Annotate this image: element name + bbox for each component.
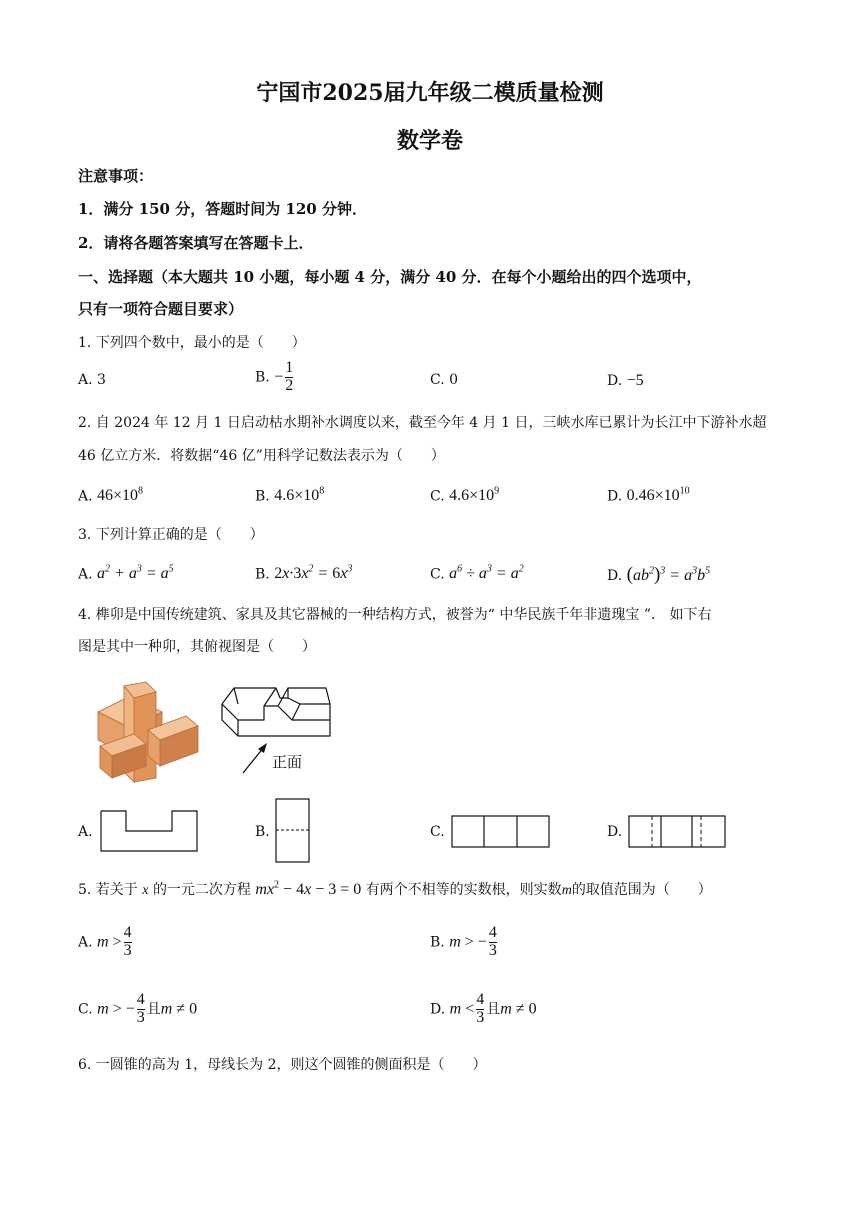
option-formula: $2x\cdot 3x^2 = 6x^3$ xyxy=(274,564,353,583)
question-5-option-a: A. m > $\frac{4}{3}$ xyxy=(78,924,132,959)
question-2-stem-line2: 46 亿立方米．将数据“46 亿”用科学记数法表示为（ ） xyxy=(78,448,445,464)
question-2-option-d xyxy=(607,486,690,505)
page-subtitle: 数学卷 xyxy=(396,128,463,154)
stem-text-1: 5. 若关于 xyxy=(78,882,138,898)
question-4-stem-line2: 图是其中一种卯，其俯视图是（ ） xyxy=(78,639,316,655)
option-label: D. xyxy=(607,568,623,584)
fraction: $\frac{4}{3}$ xyxy=(136,991,145,1026)
notice-heading: 注意事项： xyxy=(78,167,154,185)
question-4-option-a-label: A. xyxy=(78,824,93,840)
question-4-option-c-figure xyxy=(451,815,551,849)
option-formula: $a^6 \div a^3 = a^2$ xyxy=(449,564,524,583)
option-label: C. xyxy=(430,488,445,505)
variable-m: m xyxy=(561,883,572,898)
option-value: −5 xyxy=(626,372,644,389)
front-view-label: 正面 xyxy=(272,753,303,771)
option-label: A. xyxy=(78,488,93,505)
option-value: 4.6×10 xyxy=(449,487,495,505)
fraction-numerator: 1 xyxy=(285,359,294,376)
question-3-option-c xyxy=(430,564,524,583)
page-title: 宁国市2025届九年级二模质量检测 xyxy=(256,80,604,106)
variable-x: x xyxy=(142,883,149,898)
arrow-icon xyxy=(240,742,270,776)
notice-item-2: 2．请将各题答案填写在答题卡上． xyxy=(78,234,314,252)
option-label: B. xyxy=(430,934,445,951)
stem-text-4: 的取值范围为（ ） xyxy=(571,882,712,898)
option-exponent: 10 xyxy=(679,486,690,497)
question-4-option-b-figure xyxy=(275,798,311,864)
question-4-option-c-label: C. xyxy=(430,824,445,840)
option-formula: $(ab^2)^3 = a^3b^5$ xyxy=(626,564,711,585)
question-4-stem-line1: 4. 榫卯是中国传统建筑、家具及其它器械的一种结构方式，被誉为“ 中华民族千年非遗瑰宝 ”． 如下右 xyxy=(78,607,712,623)
fraction: $\frac{4}{3}$ xyxy=(123,924,132,959)
question-6-stem: 6. 一圆锥的高为 1，母线长为 2，则这个圆锥的侧面积是（ ） xyxy=(78,1057,487,1073)
question-5-option-d: D. m < $\frac{4}{3}$ 且m ≠ 0 xyxy=(430,991,537,1026)
question-2-option-c xyxy=(430,486,499,505)
option-value: 4.6×10 xyxy=(274,487,320,505)
question-3-option-d xyxy=(607,564,710,586)
option-exponent: 8 xyxy=(319,486,325,497)
question-1-option-b xyxy=(255,360,295,395)
question-1-option-a: A. 3 xyxy=(78,372,106,388)
option-label: A. xyxy=(78,566,93,583)
mortise-puzzle-photo xyxy=(90,682,202,786)
question-3-stem: 3. 下列计算正确的是（ ） xyxy=(78,527,264,543)
mortise-isometric-sketch xyxy=(218,684,334,744)
option-value: 46×10 xyxy=(97,487,139,505)
option-value: 0.46×10 xyxy=(626,487,680,505)
question-3-option-b xyxy=(255,564,352,583)
stem-text-2: 的一元二次方程 xyxy=(152,882,251,898)
notice-item-1: 1．满分 150 分，答题时间为 120 分钟． xyxy=(78,200,367,218)
option-label: D. xyxy=(607,373,623,389)
question-5-option-b: B. m > − $\frac{4}{3}$ xyxy=(430,924,497,959)
question-5-option-c: C. m > − $\frac{4}{3}$ 且m ≠ 0 xyxy=(78,991,198,1026)
question-4-option-d-figure xyxy=(628,815,728,849)
minus-sign: − xyxy=(274,368,284,386)
option-formula: $a^2 + a^3 = a^5$ xyxy=(97,564,174,583)
question-2-option-b xyxy=(255,486,324,505)
fraction: $\frac{4}{3}$ xyxy=(488,924,497,959)
stem-text-3: 有两个不相等的实数根，则实数 xyxy=(365,882,562,898)
option-exponent: 9 xyxy=(494,486,500,497)
equation: $mx^2 - 4x - 3 = 0$ xyxy=(255,879,362,898)
option-label: D. xyxy=(607,488,623,505)
question-1-stem: 1. 下列四个数中，最小的是（ ） xyxy=(78,335,306,351)
question-1-option-d xyxy=(607,372,644,390)
option-label: C. xyxy=(78,1001,93,1018)
option-label: D. xyxy=(430,1001,446,1018)
fraction xyxy=(285,360,293,395)
fraction-denominator: 2 xyxy=(285,376,294,394)
question-1-option-c: C. 0 xyxy=(430,372,459,388)
question-4-option-b-label: B. xyxy=(255,824,270,840)
question-4-option-a-figure xyxy=(100,810,198,852)
question-5-stem xyxy=(78,879,712,899)
option-label: B. xyxy=(255,369,270,386)
fraction: $\frac{4}{3}$ xyxy=(476,991,485,1026)
question-2-stem-line1: 2. 自 2024 年 12 月 1 日启动枯水期补水调度以来，截至今年 4 月 1 日，三峡水库已累计为长江中下游补水超 xyxy=(78,415,767,431)
option-label: C. xyxy=(430,566,445,583)
and-text: 且 xyxy=(486,1001,501,1018)
and-text: 且 xyxy=(146,1001,161,1018)
question-4-option-d-label: D. xyxy=(607,824,623,840)
option-label: B. xyxy=(255,488,270,505)
question-3-option-a xyxy=(78,564,174,583)
section-heading-line1: 一、选择题（本大题共 10 小题，每小题 4 分，满分 40 分．在每个小题给出的四个选项中， xyxy=(78,268,702,286)
question-2-option-a xyxy=(78,486,143,505)
option-label: A. xyxy=(78,934,93,951)
option-exponent: 8 xyxy=(138,486,144,497)
option-label: B. xyxy=(255,566,270,583)
section-heading-line2: 只有一项符合题目要求） xyxy=(78,300,244,318)
